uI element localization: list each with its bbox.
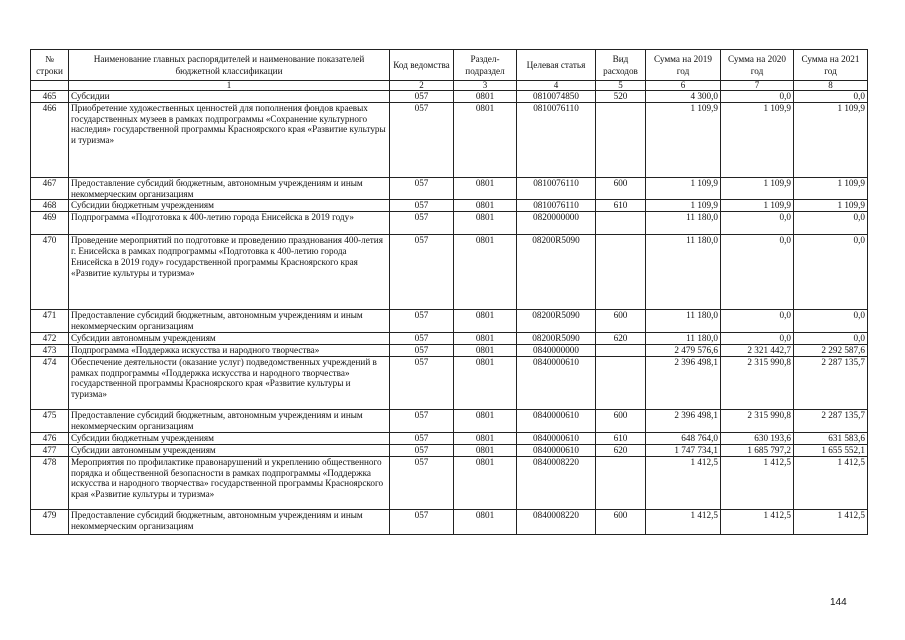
row-number: 467 <box>31 178 69 200</box>
row-name: Подпрограмма «Подготовка к 400-летию города Енисейска в 2019 году» <box>69 212 390 235</box>
row-expense-type <box>596 344 646 356</box>
row-number: 469 <box>31 212 69 235</box>
row-target: 0840008220 <box>517 456 596 509</box>
column-number: 7 <box>721 81 794 91</box>
row-number: 475 <box>31 409 69 432</box>
row-sum-2019: 1 412,5 <box>646 509 721 534</box>
row-section: 0801 <box>454 103 517 178</box>
row-section: 0801 <box>454 444 517 456</box>
row-sum-2020: 0,0 <box>721 332 794 344</box>
row-target: 0810076110 <box>517 178 596 200</box>
row-number: 471 <box>31 310 69 332</box>
row-name: Предоставление субсидий бюджетным, автономным учреждениям и иным некоммерческим организациям <box>69 509 390 534</box>
row-sum-2019: 2 479 576,6 <box>646 344 721 356</box>
row-section: 0801 <box>454 409 517 432</box>
row-code: 057 <box>390 409 454 432</box>
column-number-row <box>31 81 868 91</box>
row-target: 08200R5090 <box>517 235 596 310</box>
row-code: 057 <box>390 332 454 344</box>
column-number: 8 <box>794 81 868 91</box>
row-sum-2020: 1 412,5 <box>721 456 794 509</box>
row-sum-2019: 11 180,0 <box>646 310 721 332</box>
row-sum-2019: 4 300,0 <box>646 91 721 103</box>
row-name: Приобретение художественных ценностей для пополнения фондов краевых государственных музеев в рамках подпрограммы «Сохранение культурного наследия» государственной программы Красноярского края «Развитие культуры и туризма» <box>69 103 390 178</box>
row-sum-2020: 0,0 <box>721 212 794 235</box>
row-expense-type: 600 <box>596 409 646 432</box>
row-name: Субсидии бюджетным учреждениям <box>69 200 390 212</box>
row-sum-2020: 0,0 <box>721 310 794 332</box>
row-sum-2021: 2 292 587,6 <box>794 344 868 356</box>
table-row <box>31 344 868 356</box>
row-sum-2021: 1 412,5 <box>794 456 868 509</box>
row-target: 0810076110 <box>517 103 596 178</box>
row-name: Обеспечение деятельности (оказание услуг) подведомственных учреждений в рамках подпрограммы «Поддержка искусства и народного творчества» государственной программы Красноярского края «Развитие культуры и туризма» <box>69 356 390 409</box>
row-number: 470 <box>31 235 69 310</box>
row-code: 057 <box>390 310 454 332</box>
row-name: Предоставление субсидий бюджетным, автономным учреждениям и иным некоммерческим организациям <box>69 178 390 200</box>
header-sum-2020: Сумма на 2020 год <box>721 50 794 81</box>
row-sum-2020: 2 321 442,7 <box>721 344 794 356</box>
row-section: 0801 <box>454 235 517 310</box>
row-name: Субсидии автономным учреждениям <box>69 444 390 456</box>
row-code: 057 <box>390 432 454 444</box>
row-sum-2021: 1 109,9 <box>794 103 868 178</box>
header-code: Код ведомства <box>390 50 454 81</box>
row-number: 472 <box>31 332 69 344</box>
row-sum-2020: 1 685 797,2 <box>721 444 794 456</box>
row-sum-2019: 1 747 734,1 <box>646 444 721 456</box>
row-name: Предоставление субсидий бюджетным, автономным учреждениям и иным некоммерческим организациям <box>69 409 390 432</box>
row-sum-2021: 1 109,9 <box>794 178 868 200</box>
row-sum-2020: 1 109,9 <box>721 178 794 200</box>
table-row <box>31 456 868 509</box>
table-row <box>31 332 868 344</box>
table-row <box>31 91 868 103</box>
row-target: 08200R5090 <box>517 332 596 344</box>
table-body <box>31 91 868 535</box>
table-row <box>31 103 868 178</box>
row-sum-2020: 2 315 990,8 <box>721 409 794 432</box>
row-section: 0801 <box>454 91 517 103</box>
row-target: 0810076110 <box>517 200 596 212</box>
row-expense-type: 520 <box>596 91 646 103</box>
header-row-no: № строки <box>31 50 69 81</box>
row-number: 474 <box>31 356 69 409</box>
row-sum-2021: 1 109,9 <box>794 200 868 212</box>
row-sum-2020: 2 315 990,8 <box>721 356 794 409</box>
row-code: 057 <box>390 509 454 534</box>
column-number: 2 <box>390 81 454 91</box>
row-code: 057 <box>390 200 454 212</box>
row-expense-type: 610 <box>596 200 646 212</box>
row-sum-2020: 0,0 <box>721 91 794 103</box>
row-number: 477 <box>31 444 69 456</box>
row-sum-2021: 0,0 <box>794 332 868 344</box>
column-number: 3 <box>454 81 517 91</box>
column-number: 4 <box>517 81 596 91</box>
row-expense-type: 600 <box>596 509 646 534</box>
row-name: Субсидии <box>69 91 390 103</box>
row-sum-2019: 1 109,9 <box>646 178 721 200</box>
row-sum-2021: 2 287 135,7 <box>794 409 868 432</box>
row-target: 0840000610 <box>517 356 596 409</box>
row-number: 468 <box>31 200 69 212</box>
row-target: 0820000000 <box>517 212 596 235</box>
row-expense-type <box>596 212 646 235</box>
row-target: 0840000610 <box>517 432 596 444</box>
header-expense-type: Вид расходов <box>596 50 646 81</box>
table-row <box>31 356 868 409</box>
header-sum-2021: Сумма на 2021 год <box>794 50 868 81</box>
row-code: 057 <box>390 103 454 178</box>
table-row <box>31 509 868 534</box>
row-sum-2021: 0,0 <box>794 310 868 332</box>
table-row <box>31 235 868 310</box>
row-sum-2019: 1 412,5 <box>646 456 721 509</box>
header-target: Целевая статья <box>517 50 596 81</box>
header-name: Наименование главных распорядителей и наименование показателей бюджетной классификации <box>69 50 390 81</box>
row-name: Предоставление субсидий бюджетным, автономным учреждениям и иным некоммерческим организациям <box>69 310 390 332</box>
page-number: 144 <box>830 597 847 608</box>
row-sum-2019: 11 180,0 <box>646 235 721 310</box>
row-code: 057 <box>390 344 454 356</box>
table-row <box>31 409 868 432</box>
row-sum-2019: 1 109,9 <box>646 103 721 178</box>
row-sum-2019: 2 396 498,1 <box>646 356 721 409</box>
row-target: 0840008220 <box>517 509 596 534</box>
table-row <box>31 444 868 456</box>
row-expense-type <box>596 356 646 409</box>
row-expense-type <box>596 235 646 310</box>
table-row <box>31 432 868 444</box>
row-code: 057 <box>390 212 454 235</box>
row-section: 0801 <box>454 310 517 332</box>
row-section: 0801 <box>454 200 517 212</box>
row-expense-type: 620 <box>596 444 646 456</box>
row-expense-type: 620 <box>596 332 646 344</box>
row-code: 057 <box>390 91 454 103</box>
row-sum-2019: 1 109,9 <box>646 200 721 212</box>
row-expense-type <box>596 103 646 178</box>
row-sum-2019: 648 764,0 <box>646 432 721 444</box>
row-target: 0840000610 <box>517 444 596 456</box>
row-sum-2020: 630 193,6 <box>721 432 794 444</box>
row-name: Субсидии бюджетным учреждениям <box>69 432 390 444</box>
header-section: Раздел-подраздел <box>454 50 517 81</box>
column-number: 5 <box>596 81 646 91</box>
row-expense-type: 600 <box>596 178 646 200</box>
row-number: 465 <box>31 91 69 103</box>
row-sum-2021: 2 287 135,7 <box>794 356 868 409</box>
column-number: 6 <box>646 81 721 91</box>
row-number: 479 <box>31 509 69 534</box>
row-section: 0801 <box>454 332 517 344</box>
row-name: Проведение мероприятий по подготовке и проведению празднования 400-летия г. Енисейска в рамках подпрограммы «Подготовка к 400-летию города Енисейска в 2019 году» государственной программы Красноярского края «Развитие культуры и туризма» <box>69 235 390 310</box>
table-row <box>31 178 868 200</box>
header-sum-2019: Сумма на 2019 год <box>646 50 721 81</box>
row-sum-2021: 0,0 <box>794 91 868 103</box>
row-target: 0840000610 <box>517 409 596 432</box>
row-sum-2019: 2 396 498,1 <box>646 409 721 432</box>
row-expense-type: 610 <box>596 432 646 444</box>
row-section: 0801 <box>454 344 517 356</box>
row-section: 0801 <box>454 178 517 200</box>
row-code: 057 <box>390 178 454 200</box>
row-target: 0840000000 <box>517 344 596 356</box>
row-code: 057 <box>390 235 454 310</box>
row-target: 08200R5090 <box>517 310 596 332</box>
row-section: 0801 <box>454 432 517 444</box>
row-code: 057 <box>390 456 454 509</box>
column-number: 1 <box>69 81 390 91</box>
header-row <box>31 50 868 81</box>
row-sum-2019: 11 180,0 <box>646 212 721 235</box>
row-target: 0810074850 <box>517 91 596 103</box>
row-section: 0801 <box>454 509 517 534</box>
row-sum-2020: 0,0 <box>721 235 794 310</box>
row-number: 476 <box>31 432 69 444</box>
row-sum-2021: 0,0 <box>794 212 868 235</box>
row-sum-2020: 1 109,9 <box>721 103 794 178</box>
table-row <box>31 212 868 235</box>
row-sum-2019: 11 180,0 <box>646 332 721 344</box>
row-number: 473 <box>31 344 69 356</box>
table-row <box>31 200 868 212</box>
row-expense-type: 600 <box>596 310 646 332</box>
row-section: 0801 <box>454 212 517 235</box>
row-sum-2021: 0,0 <box>794 235 868 310</box>
column-number <box>31 81 69 91</box>
row-name: Подпрограмма «Поддержка искусства и народного творчества» <box>69 344 390 356</box>
row-number: 466 <box>31 103 69 178</box>
row-number: 478 <box>31 456 69 509</box>
row-sum-2021: 1 412,5 <box>794 509 868 534</box>
row-code: 057 <box>390 356 454 409</box>
row-name: Мероприятия по профилактике правонарушений и укреплению общественного порядка и общественной безопасности в рамках подпрограммы «Поддержка искусства и народного творчества» государственной программы Красноярского края «Развитие культуры и туризма» <box>69 456 390 509</box>
row-sum-2021: 1 655 552,1 <box>794 444 868 456</box>
table-row <box>31 310 868 332</box>
row-sum-2021: 631 583,6 <box>794 432 868 444</box>
row-sum-2020: 1 412,5 <box>721 509 794 534</box>
budget-table <box>30 49 868 535</box>
row-expense-type <box>596 456 646 509</box>
row-section: 0801 <box>454 456 517 509</box>
row-sum-2020: 1 109,9 <box>721 200 794 212</box>
row-section: 0801 <box>454 356 517 409</box>
row-name: Субсидии автономным учреждениям <box>69 332 390 344</box>
row-code: 057 <box>390 444 454 456</box>
